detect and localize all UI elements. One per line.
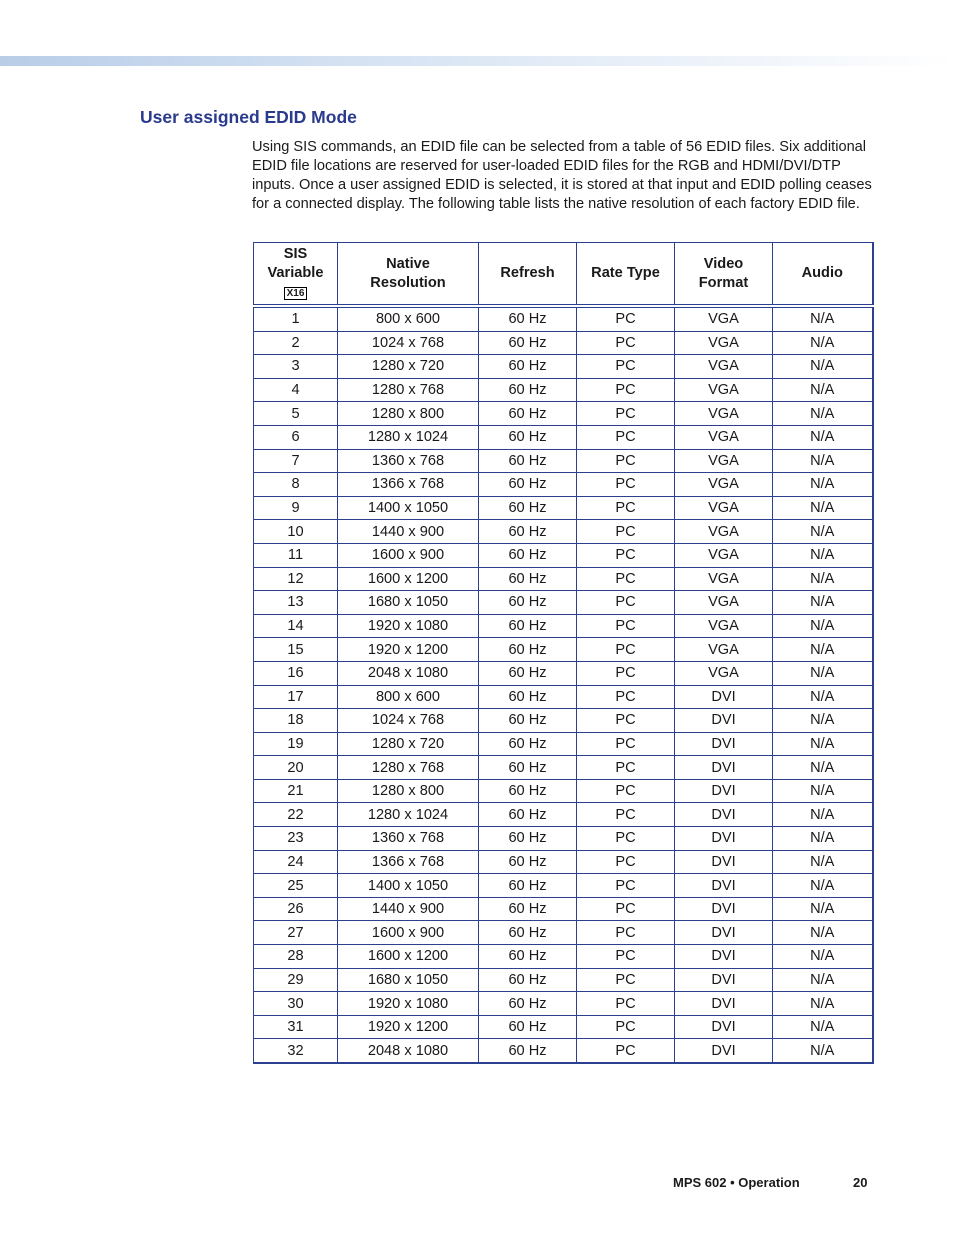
cell-rate-type: PC [577, 355, 675, 379]
cell-rate-type: PC [577, 921, 675, 945]
cell-refresh: 60 Hz [479, 567, 577, 591]
cell-video-format: VGA [675, 614, 773, 638]
cell-audio: N/A [773, 496, 873, 520]
cell-sis-variable: 31 [254, 1015, 338, 1039]
cell-refresh: 60 Hz [479, 449, 577, 473]
cell-native-resolution: 1920 x 1200 [338, 638, 479, 662]
cell-sis-variable: 21 [254, 779, 338, 803]
header-video-format [675, 243, 773, 307]
cell-rate-type: PC [577, 449, 675, 473]
cell-rate-type: PC [577, 378, 675, 402]
table-row [254, 473, 873, 497]
table-row [254, 897, 873, 921]
cell-refresh: 60 Hz [479, 614, 577, 638]
cell-sis-variable: 20 [254, 756, 338, 780]
cell-video-format: DVI [675, 921, 773, 945]
cell-sis-variable: 7 [254, 449, 338, 473]
cell-video-format: DVI [675, 945, 773, 969]
cell-audio: N/A [773, 827, 873, 851]
cell-refresh: 60 Hz [479, 827, 577, 851]
cell-sis-variable: 2 [254, 331, 338, 355]
cell-video-format: DVI [675, 827, 773, 851]
table-row [254, 756, 873, 780]
cell-rate-type: PC [577, 1039, 675, 1063]
cell-native-resolution: 1280 x 1024 [338, 803, 479, 827]
cell-rate-type: PC [577, 992, 675, 1016]
cell-video-format: DVI [675, 850, 773, 874]
cell-audio: N/A [773, 1015, 873, 1039]
cell-rate-type: PC [577, 1015, 675, 1039]
table-row [254, 543, 873, 567]
cell-rate-type: PC [577, 968, 675, 992]
cell-refresh: 60 Hz [479, 1039, 577, 1063]
cell-refresh: 60 Hz [479, 638, 577, 662]
cell-video-format: DVI [675, 709, 773, 733]
cell-sis-variable: 3 [254, 355, 338, 379]
header-native-resolution [338, 243, 479, 307]
table-row [254, 614, 873, 638]
cell-refresh: 60 Hz [479, 803, 577, 827]
cell-sis-variable: 30 [254, 992, 338, 1016]
cell-sis-variable: 28 [254, 945, 338, 969]
cell-refresh: 60 Hz [479, 591, 577, 615]
cell-audio: N/A [773, 614, 873, 638]
cell-rate-type: PC [577, 779, 675, 803]
cell-native-resolution: 1600 x 1200 [338, 945, 479, 969]
cell-audio: N/A [773, 638, 873, 662]
cell-audio: N/A [773, 709, 873, 733]
cell-video-format: VGA [675, 520, 773, 544]
cell-sis-variable: 9 [254, 496, 338, 520]
cell-video-format: VGA [675, 661, 773, 685]
cell-video-format: VGA [675, 355, 773, 379]
cell-sis-variable: 4 [254, 378, 338, 402]
cell-native-resolution: 1280 x 720 [338, 355, 479, 379]
cell-video-format: DVI [675, 685, 773, 709]
cell-native-resolution: 1680 x 1050 [338, 591, 479, 615]
header-refresh: Refresh [479, 243, 577, 307]
cell-rate-type: PC [577, 803, 675, 827]
cell-audio: N/A [773, 543, 873, 567]
cell-sis-variable: 22 [254, 803, 338, 827]
cell-audio: N/A [773, 732, 873, 756]
cell-refresh: 60 Hz [479, 779, 577, 803]
cell-audio: N/A [773, 779, 873, 803]
cell-sis-variable: 17 [254, 685, 338, 709]
cell-rate-type: PC [577, 661, 675, 685]
cell-video-format: VGA [675, 425, 773, 449]
cell-sis-variable: 32 [254, 1039, 338, 1063]
header-video-line2: Format [698, 274, 749, 291]
edid-table [253, 242, 874, 1064]
cell-native-resolution: 1280 x 800 [338, 779, 479, 803]
cell-native-resolution: 1920 x 1080 [338, 992, 479, 1016]
cell-sis-variable: 29 [254, 968, 338, 992]
cell-sis-variable: 23 [254, 827, 338, 851]
cell-rate-type: PC [577, 945, 675, 969]
cell-sis-variable: 8 [254, 473, 338, 497]
cell-sis-variable: 18 [254, 709, 338, 733]
cell-video-format: DVI [675, 874, 773, 898]
cell-video-format: DVI [675, 897, 773, 921]
cell-audio: N/A [773, 756, 873, 780]
cell-rate-type: PC [577, 827, 675, 851]
cell-audio: N/A [773, 355, 873, 379]
cell-refresh: 60 Hz [479, 473, 577, 497]
cell-native-resolution: 1440 x 900 [338, 897, 479, 921]
cell-video-format: VGA [675, 402, 773, 426]
cell-refresh: 60 Hz [479, 756, 577, 780]
cell-audio: N/A [773, 425, 873, 449]
cell-sis-variable: 10 [254, 520, 338, 544]
header-rate-type: Rate Type [577, 243, 675, 307]
cell-sis-variable: 13 [254, 591, 338, 615]
table-row [254, 306, 873, 331]
cell-refresh: 60 Hz [479, 661, 577, 685]
table-row [254, 803, 873, 827]
cell-video-format: VGA [675, 378, 773, 402]
cell-native-resolution: 1920 x 1080 [338, 614, 479, 638]
cell-audio: N/A [773, 803, 873, 827]
cell-rate-type: PC [577, 543, 675, 567]
cell-native-resolution: 1366 x 768 [338, 850, 479, 874]
cell-audio: N/A [773, 449, 873, 473]
cell-sis-variable: 5 [254, 402, 338, 426]
cell-sis-variable: 16 [254, 661, 338, 685]
cell-native-resolution: 2048 x 1080 [338, 1039, 479, 1063]
table-row [254, 709, 873, 733]
cell-refresh: 60 Hz [479, 496, 577, 520]
cell-refresh: 60 Hz [479, 685, 577, 709]
cell-rate-type: PC [577, 685, 675, 709]
cell-refresh: 60 Hz [479, 992, 577, 1016]
cell-refresh: 60 Hz [479, 402, 577, 426]
header-accent-bar [0, 56, 954, 66]
cell-rate-type: PC [577, 496, 675, 520]
cell-native-resolution: 1600 x 1200 [338, 567, 479, 591]
table-row [254, 496, 873, 520]
cell-native-resolution: 1920 x 1200 [338, 1015, 479, 1039]
cell-audio: N/A [773, 850, 873, 874]
cell-video-format: DVI [675, 992, 773, 1016]
table-row [254, 850, 873, 874]
cell-refresh: 60 Hz [479, 945, 577, 969]
cell-audio: N/A [773, 473, 873, 497]
header-native-line2: Resolution [370, 274, 446, 291]
cell-native-resolution: 1280 x 768 [338, 756, 479, 780]
cell-video-format: VGA [675, 638, 773, 662]
cell-sis-variable: 27 [254, 921, 338, 945]
cell-video-format: DVI [675, 1039, 773, 1063]
cell-sis-variable: 25 [254, 874, 338, 898]
cell-video-format: VGA [675, 543, 773, 567]
cell-native-resolution: 2048 x 1080 [338, 661, 479, 685]
cell-native-resolution: 1400 x 1050 [338, 496, 479, 520]
cell-native-resolution: 1360 x 768 [338, 449, 479, 473]
cell-refresh: 60 Hz [479, 732, 577, 756]
cell-rate-type: PC [577, 638, 675, 662]
table-row [254, 945, 873, 969]
cell-rate-type: PC [577, 331, 675, 355]
cell-native-resolution: 1360 x 768 [338, 827, 479, 851]
cell-video-format: VGA [675, 567, 773, 591]
cell-rate-type: PC [577, 567, 675, 591]
cell-native-resolution: 1024 x 768 [338, 331, 479, 355]
table-header [254, 243, 873, 307]
cell-video-format: DVI [675, 756, 773, 780]
table-row [254, 591, 873, 615]
cell-audio: N/A [773, 306, 873, 331]
header-sis-line1: SIS [283, 246, 308, 262]
cell-audio: N/A [773, 921, 873, 945]
cell-sis-variable: 11 [254, 543, 338, 567]
cell-sis-variable: 15 [254, 638, 338, 662]
cell-audio: N/A [773, 567, 873, 591]
table-row [254, 402, 873, 426]
cell-video-format: VGA [675, 331, 773, 355]
cell-sis-variable: 19 [254, 732, 338, 756]
cell-rate-type: PC [577, 425, 675, 449]
cell-audio: N/A [773, 402, 873, 426]
cell-rate-type: PC [577, 306, 675, 331]
cell-rate-type: PC [577, 850, 675, 874]
table-row [254, 661, 873, 685]
cell-sis-variable: 1 [254, 306, 338, 331]
x16-badge: X16 [284, 287, 308, 300]
cell-refresh: 60 Hz [479, 874, 577, 898]
cell-video-format: DVI [675, 803, 773, 827]
cell-video-format: VGA [675, 449, 773, 473]
cell-rate-type: PC [577, 591, 675, 615]
cell-audio: N/A [773, 874, 873, 898]
table-row [254, 779, 873, 803]
cell-native-resolution: 1440 x 900 [338, 520, 479, 544]
cell-refresh: 60 Hz [479, 709, 577, 733]
table-row [254, 921, 873, 945]
cell-audio: N/A [773, 378, 873, 402]
footer-page-number: 20 [853, 1175, 868, 1190]
cell-refresh: 60 Hz [479, 378, 577, 402]
cell-audio: N/A [773, 1039, 873, 1063]
cell-rate-type: PC [577, 402, 675, 426]
cell-refresh: 60 Hz [479, 850, 577, 874]
cell-refresh: 60 Hz [479, 520, 577, 544]
cell-refresh: 60 Hz [479, 921, 577, 945]
table-row [254, 520, 873, 544]
section-heading: User assigned EDID Mode [140, 107, 357, 127]
header-audio: Audio [773, 243, 873, 307]
table-row [254, 378, 873, 402]
cell-refresh: 60 Hz [479, 425, 577, 449]
cell-video-format: VGA [675, 306, 773, 331]
cell-native-resolution: 1680 x 1050 [338, 968, 479, 992]
cell-video-format: DVI [675, 732, 773, 756]
cell-native-resolution: 800 x 600 [338, 685, 479, 709]
table-row [254, 331, 873, 355]
cell-refresh: 60 Hz [479, 968, 577, 992]
cell-video-format: VGA [675, 591, 773, 615]
cell-rate-type: PC [577, 756, 675, 780]
cell-refresh: 60 Hz [479, 543, 577, 567]
cell-refresh: 60 Hz [479, 306, 577, 331]
cell-native-resolution: 1280 x 720 [338, 732, 479, 756]
cell-audio: N/A [773, 661, 873, 685]
table-row [254, 425, 873, 449]
cell-refresh: 60 Hz [479, 355, 577, 379]
table-row [254, 449, 873, 473]
table-row [254, 732, 873, 756]
cell-rate-type: PC [577, 520, 675, 544]
cell-native-resolution: 800 x 600 [338, 306, 479, 331]
table-row [254, 968, 873, 992]
table-row [254, 567, 873, 591]
intro-paragraph: Using SIS commands, an EDID file can be selected from a table of 56 EDID files. Six additional EDID file locations are reserved for user-loaded EDID files for the RGB and HDMI/DVI/DTP inputs. Once a user assigned EDID is selected, it is stored at that input and EDID polling ceases for a connected display. The following table lists the native resolution of each factory EDID file. [252, 139, 872, 212]
cell-native-resolution: 1024 x 768 [338, 709, 479, 733]
table-body [254, 306, 873, 1063]
cell-rate-type: PC [577, 614, 675, 638]
cell-native-resolution: 1400 x 1050 [338, 874, 479, 898]
cell-rate-type: PC [577, 709, 675, 733]
header-video-line1: Video [703, 255, 744, 272]
table-row [254, 1015, 873, 1039]
cell-native-resolution: 1280 x 800 [338, 402, 479, 426]
cell-audio: N/A [773, 897, 873, 921]
cell-audio: N/A [773, 992, 873, 1016]
cell-audio: N/A [773, 968, 873, 992]
cell-refresh: 60 Hz [479, 1015, 577, 1039]
table-row [254, 874, 873, 898]
table-row [254, 827, 873, 851]
cell-native-resolution: 1366 x 768 [338, 473, 479, 497]
cell-refresh: 60 Hz [479, 897, 577, 921]
header-sis-line2: Variable [267, 265, 324, 281]
cell-rate-type: PC [577, 897, 675, 921]
cell-sis-variable: 14 [254, 614, 338, 638]
cell-video-format: DVI [675, 968, 773, 992]
cell-audio: N/A [773, 331, 873, 355]
cell-sis-variable: 26 [254, 897, 338, 921]
table-row [254, 355, 873, 379]
header-native-line1: Native [386, 255, 430, 272]
cell-native-resolution: 1280 x 1024 [338, 425, 479, 449]
cell-video-format: VGA [675, 496, 773, 520]
cell-video-format: DVI [675, 1015, 773, 1039]
table-row [254, 638, 873, 662]
cell-sis-variable: 12 [254, 567, 338, 591]
cell-refresh: 60 Hz [479, 331, 577, 355]
cell-video-format: VGA [675, 473, 773, 497]
cell-video-format: DVI [675, 779, 773, 803]
cell-audio: N/A [773, 685, 873, 709]
cell-rate-type: PC [577, 473, 675, 497]
cell-native-resolution: 1600 x 900 [338, 543, 479, 567]
cell-native-resolution: 1600 x 900 [338, 921, 479, 945]
cell-audio: N/A [773, 945, 873, 969]
table-row [254, 685, 873, 709]
cell-audio: N/A [773, 520, 873, 544]
cell-audio: N/A [773, 591, 873, 615]
header-sis-variable [254, 243, 338, 307]
table-row [254, 992, 873, 1016]
cell-sis-variable: 24 [254, 850, 338, 874]
table-row [254, 1039, 873, 1063]
cell-rate-type: PC [577, 732, 675, 756]
cell-sis-variable: 6 [254, 425, 338, 449]
footer-doc-title: MPS 602 • Operation [673, 1175, 800, 1190]
cell-native-resolution: 1280 x 768 [338, 378, 479, 402]
cell-rate-type: PC [577, 874, 675, 898]
